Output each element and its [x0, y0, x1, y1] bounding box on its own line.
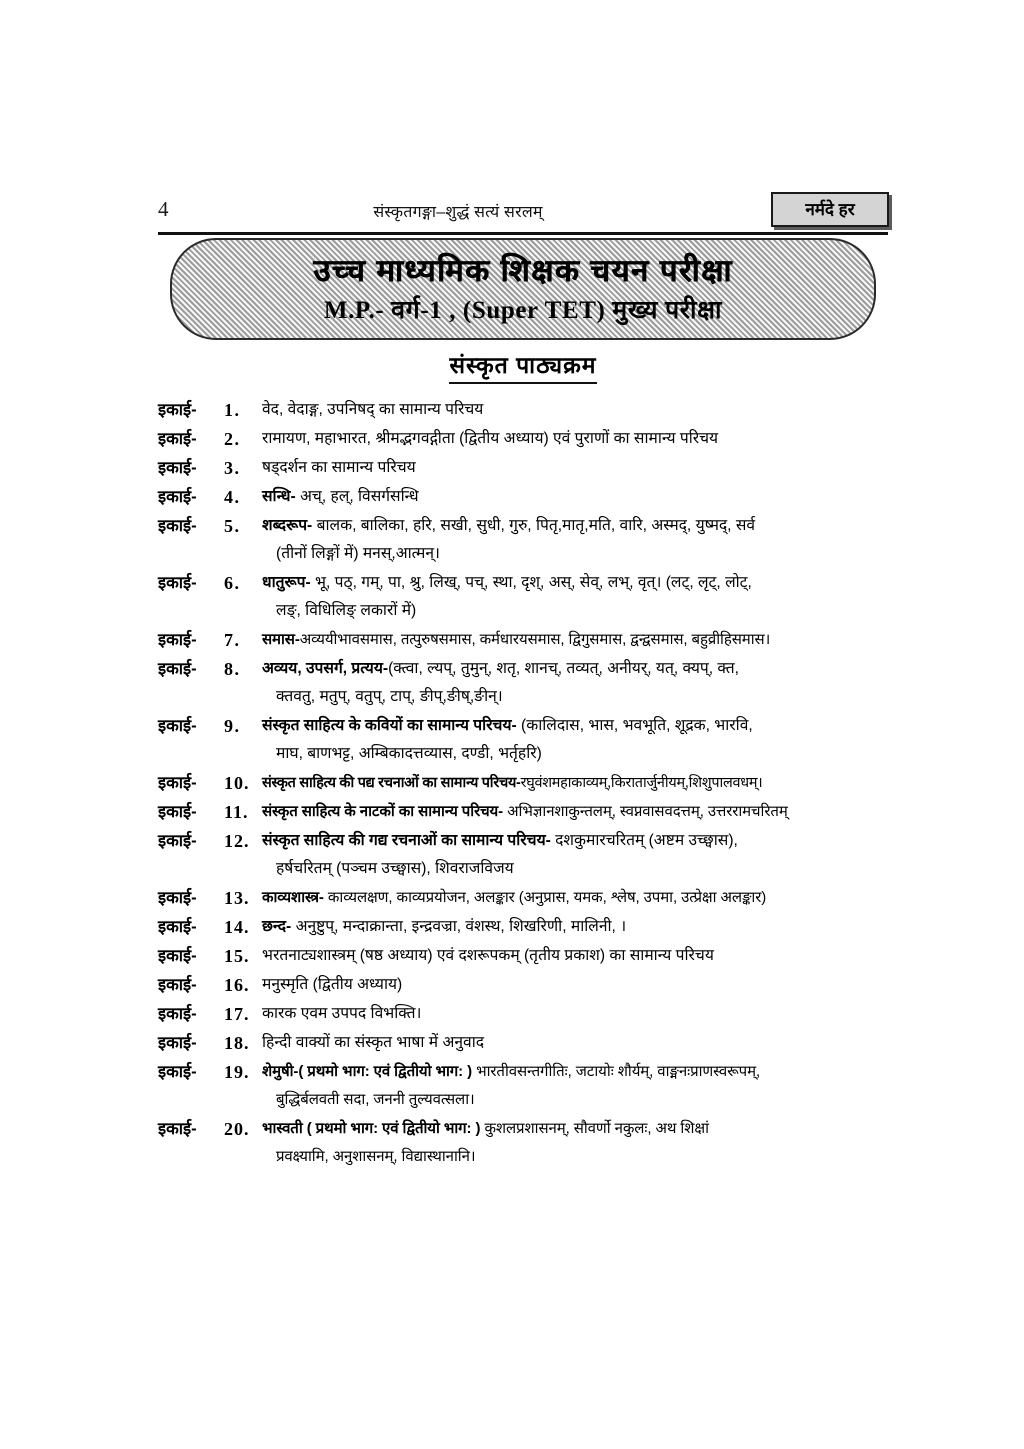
syllabus-unit-row: [158, 827, 898, 883]
unit-topic-title: काव्यशास्त्र-: [262, 889, 324, 906]
unit-number: 4.: [224, 487, 241, 507]
unit-body: [262, 971, 898, 999]
header-badge: नर्मदे हर: [771, 192, 889, 227]
syllabus-unit-row: [158, 712, 898, 768]
unit-text: अव्ययीभावसमास, तत्पुरुषसमास, कर्मधारयसमास, द्विगुसमास, द्वन्द्वसमास, बहुव्रीहिसमास।: [299, 631, 771, 648]
unit-text-continuation: प्रवक्ष्यामि, अनुशासनम्, विद्यास्थानानि।: [276, 1148, 476, 1165]
syllabus-unit-row: [158, 769, 898, 797]
unit-label: इकाई-: [158, 401, 197, 419]
unit-text: रामायण, महाभारत, श्रीमद्भगवद्गीता (द्वितीय अध्याय) एवं पुराणों का सामान्य परिचय: [262, 430, 719, 447]
unit-text: वेद, वेदाङ्ग, उपनिषद् का सामान्य परिचय: [262, 401, 484, 418]
unit-label: इकाई-: [158, 774, 197, 792]
unit-label: इकाई-: [158, 947, 197, 965]
syllabus-unit-row: [158, 971, 898, 999]
unit-body: [262, 827, 898, 883]
unit-number: 14.: [224, 917, 250, 937]
unit-text: षड्दर्शन का सामान्य परिचय: [262, 459, 416, 476]
unit-text-continuation: (तीनों लिङ्गों में) मनस्,आत्मन्।: [276, 545, 440, 562]
unit-label: इकाई-: [158, 832, 197, 850]
unit-number: 2.: [224, 429, 241, 449]
unit-body: [262, 1029, 898, 1057]
unit-body: [262, 655, 898, 711]
unit-text-continuation: क्तवतु, मतुप्, वतुप्, टाप्, ङीप्,ङीष्,ङीन्।: [276, 688, 503, 705]
unit-body: [262, 769, 898, 797]
syllabus-unit-row: [158, 454, 898, 482]
unit-body: [262, 626, 898, 654]
unit-label: इकाई-: [158, 1034, 197, 1052]
unit-number: 8.: [224, 659, 241, 679]
unit-number: 6.: [224, 573, 241, 593]
unit-body: [262, 1000, 898, 1028]
unit-topic-title: अव्यय, उपसर्ग, प्रत्यय-: [262, 660, 389, 677]
syllabus-unit-row: [158, 512, 898, 568]
header-title: संस्कृतगङ्गा–शुद्धं सत्यं सरलम्: [373, 204, 543, 221]
unit-topic-title: संस्कृत साहित्य के कवियों का सामान्य परिचय-: [262, 717, 517, 734]
unit-text-continuation: लङ्, विधिलिङ् लकारों में): [276, 602, 417, 619]
unit-body: [262, 1058, 898, 1114]
unit-text: भरतनाट्यशास्त्रम् (षष्ठ अध्याय) एवं दशरूपकम् (तृतीय प्रकाश) का सामान्य परिचय: [262, 947, 714, 964]
unit-text: हिन्दी वाक्यों का संस्कृत भाषा में अनुवाद: [262, 1034, 485, 1051]
unit-body: [262, 913, 898, 941]
unit-body: [262, 512, 898, 568]
unit-label: इकाई-: [158, 918, 197, 936]
unit-number: 12.: [224, 831, 250, 851]
unit-label: इकाई-: [158, 517, 197, 535]
page-number: 4: [158, 197, 169, 221]
unit-number: 18.: [224, 1033, 250, 1053]
unit-text: बालक, बालिका, हरि, सखी, सुधी, गुरु, पितृ,मातृ,मति, वारि, अस्मद्, युष्मद्, सर्व: [312, 517, 756, 534]
unit-label: इकाई-: [158, 631, 197, 649]
unit-label: इकाई-: [158, 976, 197, 994]
syllabus-unit-row: [158, 1029, 898, 1057]
unit-topic-title: संस्कृत साहित्य के नाटकों का सामान्य परिचय-: [262, 803, 504, 820]
exam-title-secondary: M.P.- वर्ग-1 , (Super TET) मुख्य परीक्षा: [323, 297, 723, 324]
unit-text: रघुवंशमहाकाव्यम्,किरातार्जुनीयम्,शिशुपालवधम्।: [520, 775, 763, 791]
unit-body: [262, 396, 898, 424]
syllabus-unit-row: [158, 884, 898, 912]
syllabus-unit-row: [158, 942, 898, 970]
unit-text: काव्यलक्षण, काव्यप्रयोजन, अलङ्कार (अनुप्रास, यमक, श्लेष, उपमा, उत्प्रेक्षा अलङ्कार): [323, 889, 767, 906]
unit-body: [262, 942, 898, 970]
unit-number: 10.: [224, 773, 250, 793]
syllabus-unit-row: [158, 626, 898, 654]
unit-body: [262, 798, 898, 826]
syllabus-unit-row: [158, 483, 898, 511]
unit-number: 19.: [224, 1062, 250, 1082]
unit-label: इकाई-: [158, 717, 197, 735]
unit-topic-title: शब्दरूप-: [262, 517, 313, 534]
page-header: [158, 196, 888, 230]
unit-text: भारतीवसन्तगीतिः, जटायोः शौर्यम्, वाङ्मनःप्राणस्वरूपम्,: [472, 1063, 761, 1080]
unit-number: 11.: [224, 802, 249, 822]
unit-body: [262, 712, 898, 768]
unit-topic-title: धातुरूप-: [262, 574, 311, 591]
unit-topic-title: संस्कृत साहित्य की गद्य रचनाओं का सामान्य परिचय-: [262, 832, 551, 849]
syllabus-unit-row: [158, 425, 898, 453]
unit-number: 20.: [224, 1119, 250, 1139]
exam-title-primary: उच्च माध्यमिक शिक्षक चयन परीक्षा: [313, 253, 733, 288]
syllabus-unit-row: [158, 569, 898, 625]
exam-title-banner: [170, 238, 876, 340]
unit-text: कारक एवम उपपद विभक्ति।: [262, 1005, 422, 1022]
unit-number: 5.: [224, 516, 241, 536]
unit-label: इकाई-: [158, 1063, 197, 1081]
unit-body: [262, 884, 898, 912]
unit-text: दशकुमारचरितम् (अष्टम उच्छ्वास),: [550, 832, 738, 849]
unit-topic-title: संस्कृत साहित्य की पद्य रचनाओं का सामान्य परिचय-: [262, 775, 521, 791]
unit-label: इकाई-: [158, 803, 197, 821]
unit-text: अनुष्टुप्, मन्दाक्रान्ता, इन्द्रवज्रा, वंशस्थ, शिखरिणी, मालिनी, ।: [291, 918, 627, 935]
unit-number: 13.: [224, 888, 250, 908]
unit-topic-title: शेमुषी-( प्रथमो भाग: एवं द्वितीयो भाग: ): [262, 1063, 472, 1080]
unit-text: अच्, हल्, विसर्गसन्धि: [295, 488, 419, 505]
unit-text: अभिज्ञानशाकुन्तलम्, स्वप्नवासवदत्तम्, उत्तररामचरितम्: [503, 803, 788, 820]
unit-label: इकाई-: [158, 889, 197, 907]
header-divider: [158, 232, 888, 235]
unit-number: 15.: [224, 946, 250, 966]
subject-heading-text: संस्कृत पाठ्यक्रम: [449, 348, 596, 384]
syllabus-unit-row: [158, 655, 898, 711]
unit-number: 16.: [224, 975, 250, 995]
unit-text-continuation: माघ, बाणभट्ट, अम्बिकादत्तव्यास, दण्डी, भर्तृहरि): [276, 745, 542, 762]
unit-label: इकाई-: [158, 430, 197, 448]
unit-number: 9.: [224, 716, 241, 736]
unit-text: कुशलप्रशासनम्, सौवर्णो नकुलः, अथ शिक्षां: [480, 1120, 709, 1137]
syllabus-unit-row: [158, 1000, 898, 1028]
unit-topic-title: छन्द-: [262, 918, 292, 935]
unit-topic-title: भास्वती ( प्रथमो भाग: एवं द्वितीयो भाग: ): [262, 1120, 481, 1137]
unit-number: 7.: [224, 630, 241, 650]
unit-body: [262, 454, 898, 482]
unit-label: इकाई-: [158, 574, 197, 592]
unit-number: 3.: [224, 458, 241, 478]
unit-body: [262, 1115, 898, 1171]
syllabus-unit-row: [158, 1115, 898, 1171]
syllabus-list: [158, 396, 898, 1172]
subject-heading: [158, 348, 888, 384]
unit-text-continuation: बुद्धिर्बलवती सदा, जननी तुल्यवत्सला।: [276, 1091, 475, 1108]
syllabus-unit-row: [158, 1058, 898, 1114]
unit-label: इकाई-: [158, 1005, 197, 1023]
unit-number: 1.: [224, 400, 241, 420]
syllabus-unit-row: [158, 396, 898, 424]
unit-body: [262, 483, 898, 511]
unit-text: भू, पठ्, गम्, पा, श्रु, लिख्, पच्, स्था, दृश्, अस्, सेव्, लभ्, वृत्। (लट्, लृट्, लोट्,: [310, 574, 752, 591]
unit-topic-title: समास-: [262, 631, 300, 648]
unit-label: इकाई-: [158, 459, 197, 477]
unit-number: 17.: [224, 1004, 250, 1024]
unit-label: इकाई-: [158, 1120, 197, 1138]
syllabus-unit-row: [158, 798, 898, 826]
unit-label: इकाई-: [158, 488, 197, 506]
unit-topic-title: सन्धि-: [262, 488, 296, 505]
unit-text: मनुस्मृति (द्वितीय अध्याय): [262, 976, 403, 993]
unit-text: (क्त्वा, ल्यप्, तुमुन्, शतृ, शानच्, तव्यत्, अनीयर्, यत्, क्यप्, क्त,: [388, 660, 739, 677]
syllabus-unit-row: [158, 913, 898, 941]
unit-body: [262, 569, 898, 625]
unit-text: (कालिदास, भास, भवभूति, शूद्रक, भारवि,: [516, 717, 753, 734]
unit-text-continuation: हर्षचरितम् (पञ्चम उच्छ्वास), शिवराजविजय: [276, 860, 514, 877]
unit-body: [262, 425, 898, 453]
unit-label: इकाई-: [158, 660, 197, 678]
